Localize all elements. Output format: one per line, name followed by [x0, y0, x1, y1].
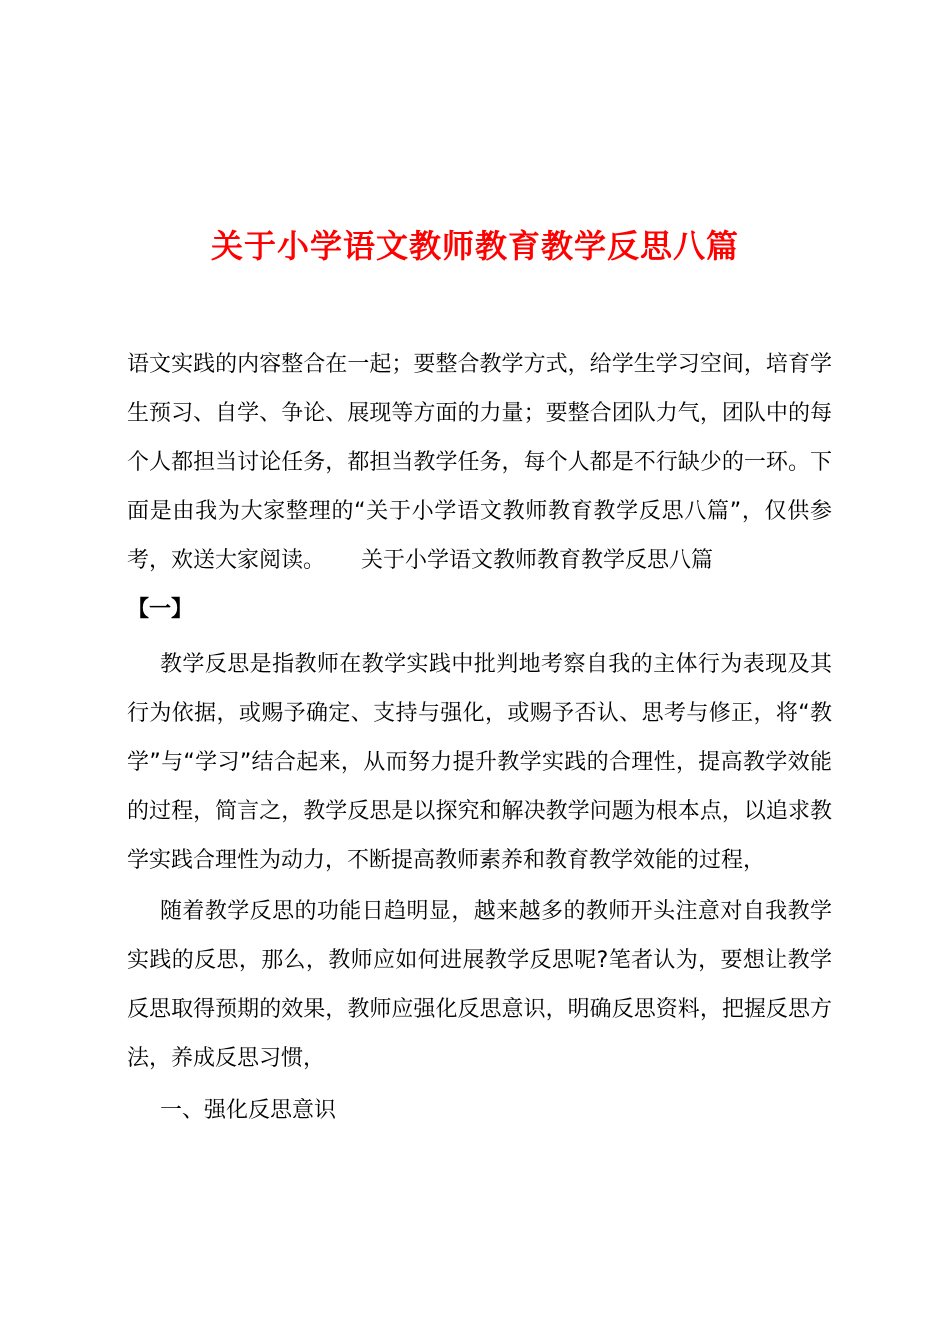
subheading-text: 一、强化反思意识 — [160, 1098, 337, 1123]
intro-paragraph — [127, 340, 832, 634]
section-number: 【一】 — [127, 597, 194, 622]
paragraph-text: 随着教学反思的功能日趋明显，越来越多的教师开头注意对自我教学实践的反思，那么，教师应如何进展教学反思呢?笔者认为，要想让教学反思取得预期的效果，教师应强化反思意识，明确反思资料，把握反思方法，养成反思习惯， — [127, 899, 832, 1071]
intro-block — [127, 340, 832, 634]
paragraph-text: 教学反思是指教师在教学实践中批判地考察自我的主体行为表现及其行为依据，或赐予确定、支持与强化，或赐予否认、思考与修正，将“教学”与“学习”结合起来，从而努力提升教学实践的合理性，提高教学效能的过程，简言之，教学反思是以探究和解决教学问题为根本点，以追求教学实践合理性为动力，不断提高教师素养和教育教学效能的过程， — [127, 652, 832, 873]
body-paragraph-2 — [127, 887, 832, 1083]
document-title: 关于小学语文教师教育教学反思八篇 — [210, 227, 739, 266]
intro-text: 语文实践的内容整合在一起；要整合教学方式，给学生学习空间，培育学生预习、自学、争论、展现等方面的力量；要整合团队力气，团队中的每个人都担当讨论任务，都担当教学任务，每个人都是不行缺少的一环。下面是由我为大家整理的“关于小学语文教师教育教学反思八篇”，仅供参考，欢送大家阅读。 — [127, 352, 832, 573]
section-heading: 关于小学语文教师教育教学反思八篇 — [361, 548, 714, 573]
body-paragraph-1 — [127, 640, 832, 885]
body-paragraph-3 — [127, 1086, 832, 1135]
